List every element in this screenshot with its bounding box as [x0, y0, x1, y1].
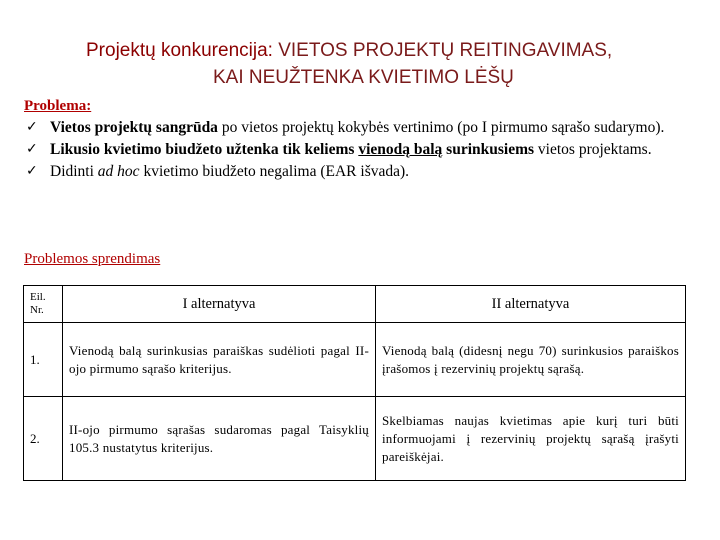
bullet-text: po vietos projektų kokybės vertinimo (po I pirmumo sąrašo sudarymo).	[217, 119, 665, 136]
row-number: 2.	[24, 397, 63, 481]
table-row	[24, 397, 686, 481]
alt2-cell: Skelbiamas naujas kvietimas apie kurį turi būti informuojami į rezervinių projektų sąrašą įrašyti pareiškėjai.	[376, 397, 686, 481]
title-prefix: Projektų konkurencija:	[86, 40, 273, 61]
checkmark-icon: ✓	[26, 119, 38, 135]
table-header-row	[24, 286, 686, 323]
alt2-cell: Vienodą balą (didesnį negu 70) surinkusios paraiškos įrašomos į rezervinių projektų sąrašą.	[376, 323, 686, 397]
bullet-bold-underline: vienodą balą	[358, 141, 443, 158]
column-header-nr: Eil. Nr.	[24, 286, 63, 323]
list-item	[24, 161, 694, 182]
alt1-cell: II-ojo pirmumo sąrašas sudaromas pagal Taisyklių 105.3 nustatytus kriterijus.	[63, 397, 376, 481]
checkmark-icon: ✓	[26, 163, 38, 179]
bullet-text: kvietimo biudžeto negalima (EAR išvada).	[139, 163, 410, 180]
alternatives-table	[23, 285, 686, 481]
problem-list	[24, 117, 694, 183]
bullet-text: vietos projektams.	[534, 141, 652, 158]
solution-heading: Problemos sprendimas	[24, 251, 161, 267]
problem-heading: Problema:	[24, 98, 92, 114]
title-line-1	[86, 38, 612, 63]
column-header-alt1: I alternatyva	[63, 286, 376, 323]
alt1-cell: Vienodą balą surinkusias paraiškas sudėlioti pagal II-ojo pirmumo sąrašo kriterijus.	[63, 323, 376, 397]
bullet-bold: surinkusiems	[442, 141, 535, 158]
bullet-bold: Likusio kvietimo biudžeto užtenka tik keliems	[50, 141, 359, 158]
bullet-text: Didinti	[50, 163, 98, 180]
bullet-bold: Vietos projektų sangrūda	[50, 119, 218, 136]
row-number: 1.	[24, 323, 63, 397]
checkmark-icon: ✓	[26, 141, 38, 157]
table-row	[24, 323, 686, 397]
list-item	[24, 139, 694, 160]
title-line-2: KAI NEUŽTENKA KVIETIMO LĖŠŲ	[213, 67, 514, 88]
list-item	[24, 117, 694, 138]
bullet-italic: ad hoc	[97, 163, 140, 180]
column-header-alt2: II alternatyva	[376, 286, 686, 323]
title-line-1-rest: VIETOS PROJEKTŲ REITINGAVIMAS,	[272, 40, 613, 61]
